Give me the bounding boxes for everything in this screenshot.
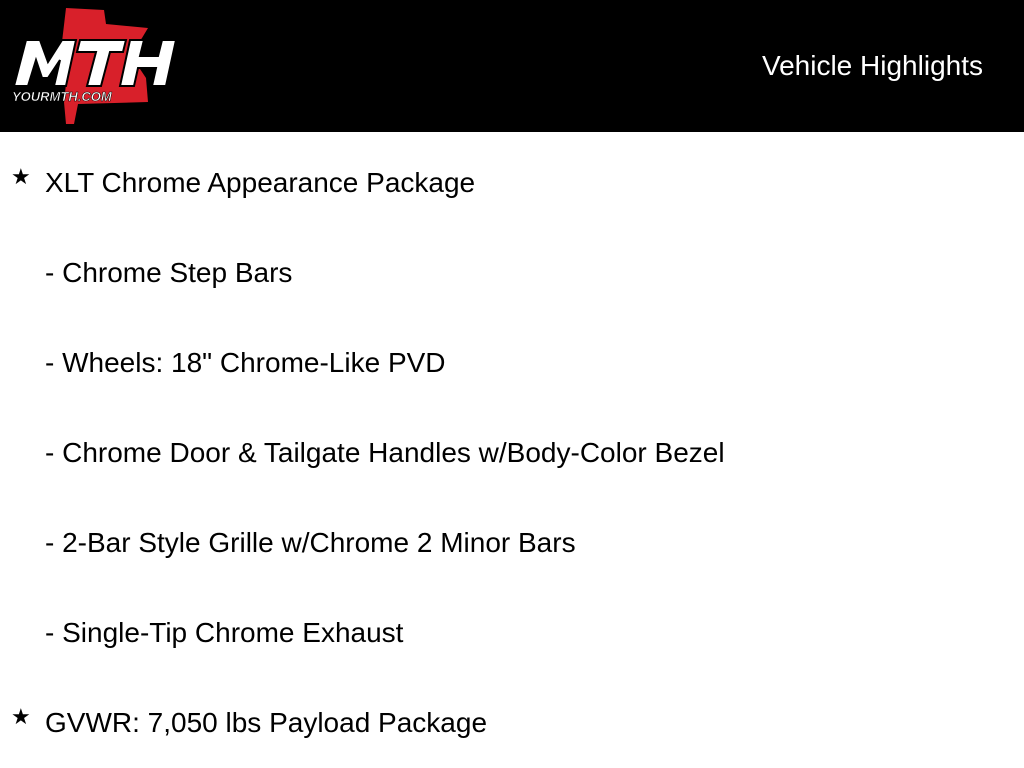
list-item-text: - Chrome Door & Tailgate Handles w/Body-Color Bezel (45, 437, 725, 468)
list-item-text: - Chrome Step Bars (45, 257, 293, 288)
list-item-text: GVWR: 7,050 lbs Payload Package (45, 707, 488, 738)
list-item (0, 157, 1024, 197)
page-title: Vehicle Highlights (761, 50, 983, 81)
list-item-text: - 2-Bar Style Grille w/Chrome 2 Minor Bars (45, 527, 576, 558)
list-item (0, 427, 1024, 467)
star-icon: ★ (11, 164, 31, 189)
mth-logo[interactable] (8, 6, 186, 126)
list-item (0, 247, 1024, 287)
list-item-text: - Wheels: 18" Chrome-Like PVD (45, 347, 446, 378)
list-item-text: XLT Chrome Appearance Package (45, 167, 476, 198)
svg-text:YOURMTH.COM: YOURMTH.COM (12, 89, 112, 104)
list-item (0, 517, 1024, 557)
list-item-text: - Single-Tip Chrome Exhaust (45, 617, 404, 648)
list-item (0, 607, 1024, 647)
header-bar (0, 0, 1024, 132)
list-item (0, 337, 1024, 377)
list-item (0, 697, 1024, 737)
star-icon: ★ (11, 704, 31, 729)
